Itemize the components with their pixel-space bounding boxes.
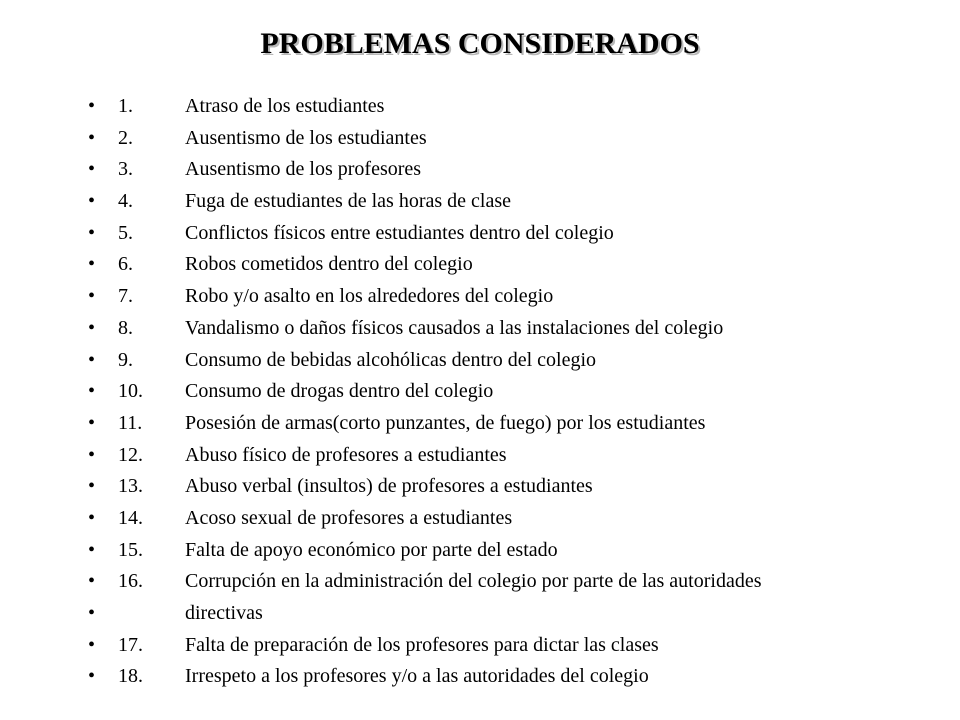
list-item — [88, 630, 948, 662]
bullet-icon: • — [88, 316, 96, 339]
item-number: 18. — [118, 665, 143, 688]
list-item — [88, 598, 948, 630]
item-number: 9. — [118, 348, 133, 371]
item-text: Ausentismo de los estudiantes — [185, 126, 427, 149]
bullet-icon: • — [88, 538, 96, 561]
bullet-icon: • — [88, 221, 96, 244]
item-text: Posesión de armas(corto punzantes, de fuego) por los estudiantes — [185, 411, 706, 434]
list-item — [88, 566, 948, 598]
item-number: 15. — [118, 538, 143, 561]
bullet-icon: • — [88, 95, 96, 117]
list-item — [88, 186, 948, 218]
bullet-icon: • — [88, 158, 96, 181]
bullet-icon: • — [88, 253, 96, 276]
item-text: directivas — [185, 602, 263, 624]
bullet-icon: • — [88, 411, 96, 434]
item-text: Irrespeto a los profesores y/o a las autoridades del colegio — [185, 665, 649, 688]
item-text: Abuso físico de profesores a estudiantes — [185, 443, 507, 466]
item-number: 7. — [118, 285, 133, 308]
item-number: 5. — [118, 221, 133, 244]
item-number: 11. — [118, 411, 143, 434]
bullet-icon: • — [88, 506, 96, 529]
list-item — [88, 218, 948, 250]
list-item — [88, 440, 948, 472]
item-text: Consumo de bebidas alcohólicas dentro del colegio — [185, 348, 597, 371]
item-number: 6. — [118, 253, 133, 276]
item-number: 17. — [118, 633, 143, 656]
problem-list — [88, 91, 948, 693]
bullet-icon: • — [88, 126, 96, 149]
list-item — [88, 123, 948, 155]
bullet-icon: • — [88, 570, 96, 593]
list-item — [88, 661, 948, 693]
bullet-icon: • — [88, 285, 96, 308]
item-text: Acoso sexual de profesores a estudiantes — [185, 506, 513, 529]
item-number: 3. — [118, 158, 133, 181]
list-item — [88, 535, 948, 567]
item-text: Falta de preparación de los profesores para dictar las clases — [185, 633, 659, 656]
list-item — [88, 503, 948, 535]
bullet-icon: • — [88, 633, 96, 656]
list-item — [88, 408, 948, 440]
list-item — [88, 345, 948, 377]
item-text: Ausentismo de los profesores — [185, 158, 422, 181]
list-item — [88, 281, 948, 313]
item-text: Vandalismo o daños físicos causados a las instalaciones del colegio — [185, 316, 724, 339]
item-number: 8. — [118, 316, 133, 339]
bullet-icon: • — [88, 475, 96, 498]
bullet-icon: • — [88, 190, 96, 213]
list-item — [88, 91, 948, 123]
item-number: 14. — [118, 506, 143, 529]
item-number: 16. — [118, 570, 143, 593]
list-item — [88, 471, 948, 503]
bullet-icon: • — [88, 665, 96, 688]
item-text: Consumo de drogas dentro del colegio — [185, 380, 494, 403]
item-number: 12. — [118, 443, 143, 466]
bullet-icon: • — [88, 443, 96, 466]
item-text: Falta de apoyo económico por parte del estado — [185, 538, 558, 561]
item-text: Abuso verbal (insultos) de profesores a estudiantes — [185, 475, 593, 498]
item-text: Fuga de estudiantes de las horas de clase — [185, 190, 512, 213]
item-number: 10. — [118, 380, 143, 403]
item-text: Corrupción en la administración del colegio por parte de las autoridades — [185, 570, 762, 593]
list-item — [88, 154, 948, 186]
bullet-icon: • — [88, 348, 96, 371]
item-text: Conflictos físicos entre estudiantes dentro del colegio — [185, 221, 614, 244]
item-text: Atraso de los estudiantes — [185, 95, 385, 117]
item-number: 4. — [118, 190, 133, 213]
list-item — [88, 249, 948, 281]
item-number: 1. — [118, 95, 133, 117]
list-item — [88, 376, 948, 408]
item-number: 2. — [118, 126, 133, 149]
item-text: Robos cometidos dentro del colegio — [185, 253, 473, 276]
list-item — [88, 313, 948, 345]
bullet-icon: • — [88, 602, 96, 624]
bullet-icon: • — [88, 380, 96, 403]
page-title: PROBLEMAS CONSIDERADOS — [260, 27, 700, 60]
item-text: Robo y/o asalto en los alrededores del colegio — [185, 285, 554, 308]
item-number: 13. — [118, 475, 143, 498]
